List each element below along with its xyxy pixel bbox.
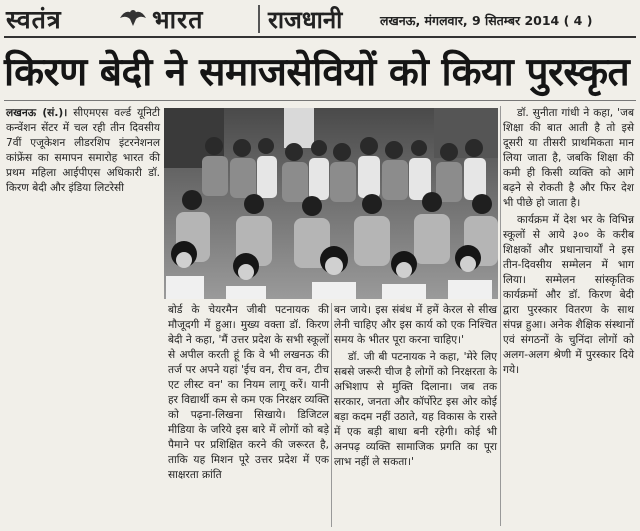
column-divider <box>500 106 501 526</box>
headline: किरण बेदी ने समाजसेवियों को किया पुरस्कृत <box>4 49 630 95</box>
group-photo-image <box>164 108 498 299</box>
masthead-rule <box>4 36 636 38</box>
col3-paragraph-2: डॉ. जी बी पटनायक ने कहा, 'मेरे लिए सबसे जरूरी चीज है लोगों को निरक्षरता के अभिशाप से मुक्ति दिलाना। जब तक सरकार, जनता और कॉर्पोरेट इस ओर कोई बड़ा कदम नहीं उठाते, यह विकास के रास्ते में एक बड़ी बाधा बनी रहेगी। कोई भी अनपढ़ व्यक्ति सामाजिक प्रगति का पूरा लाभ नहीं ले सकता।' <box>334 351 497 468</box>
paper-name-2: भारत <box>152 5 204 34</box>
masthead <box>0 0 640 38</box>
col2-paragraph: बोर्ड के चेयरमैन जीबी पटनायक की मौजूदगी में हुआ। मुख्य वक्ता डॉ. किरण बेदी ने कहा, 'मैं उत्तर प्रदेश के सभी स्कूलों से अपील करती हूं कि वे भी लखनऊ की तर्ज पर अपने यहां 'ईच वन, रीच वन, टीच एट लीस्ट वन' का नियम लागू करें। यानी हर विद्यार्थी कम से कम एक निरक्षर व्यक्ति को पढ़ना-लिखना सिखाये। डिजिटल मीडिया के जरिये इस बारे में लोगों को बड़े पैमाने पर प्रशिक्षित करने की जरूरत है, ताकि यह मिशन पूरे उत्तर प्रदेश में एक साक्षरता क्रांति <box>168 304 329 481</box>
article-column-2 <box>168 303 329 485</box>
article-column-3 <box>334 303 497 472</box>
col4-paragraph-1: डॉ. सुनीता गांधी ने कहा, 'जब शिक्षा की बात आती है तो इसे दूसरी या तीसरी प्राथमिकता मान लिया जाता है, जबकि शिक्षा की कमी ही किसी व्यक्ति को आगे बढ़ने से रोकती है और फिर देश भी पीछे हो जाता है। <box>503 107 634 209</box>
issue-dateline: लखनऊ, मंगलवार, 9 सितम्बर 2014 ( 4 ) <box>380 13 593 28</box>
col4-paragraph-2: कार्यक्रम में देश भर के विभिन्न स्कूलों से आये ३०० के करीब शिक्षकों और प्रधानाचार्यों ने इस तीन-दिवसीय सम्मेलन में भाग लिया। सम्मेलन सांस्कृतिक कार्यक्रमों और डॉ. किरण बेदी द्वारा पुरस्कार वितरण के साथ संपन्न हुआ। अनेक शैक्षिक संस्थानों एवं संगठनों के चुनिंदा लोगों को अलग-अलग श्रेणी में पुरस्कार दिये गये। <box>503 214 634 376</box>
event-photo <box>164 108 498 299</box>
eagle-logo-icon <box>118 4 148 30</box>
masthead-divider <box>258 5 260 33</box>
column-divider <box>331 303 332 527</box>
page-section-label: राजधानी <box>268 5 343 34</box>
article-column-4 <box>503 106 634 380</box>
article-column-1 <box>6 106 160 198</box>
article-dateline: लखनऊ (सं.)। <box>6 107 68 119</box>
col3-paragraph-1: बन जाये। इस संबंध में हमें केरल से सीख लेनी चाहिए और इस कार्य को एक निश्चित समय के भीतर पूरा करना चाहिए।' <box>334 304 497 346</box>
col1-text: सीएमएस वर्ल्ड यूनिटी कन्वेंशन सेंटर में चल रही तीन दिवसीय 7वीं एजूकेशन लीडरशिप इंटरनेशनल कांफ्रेंस का समापन समारोह भारत की प्रथम महिला आईपीएस अधिकारी डॉ. किरण बेदी और इंडिया लिटरेसी <box>6 107 160 194</box>
paper-name: स्वतंत्र <box>6 5 62 34</box>
headline-rule <box>4 100 636 101</box>
